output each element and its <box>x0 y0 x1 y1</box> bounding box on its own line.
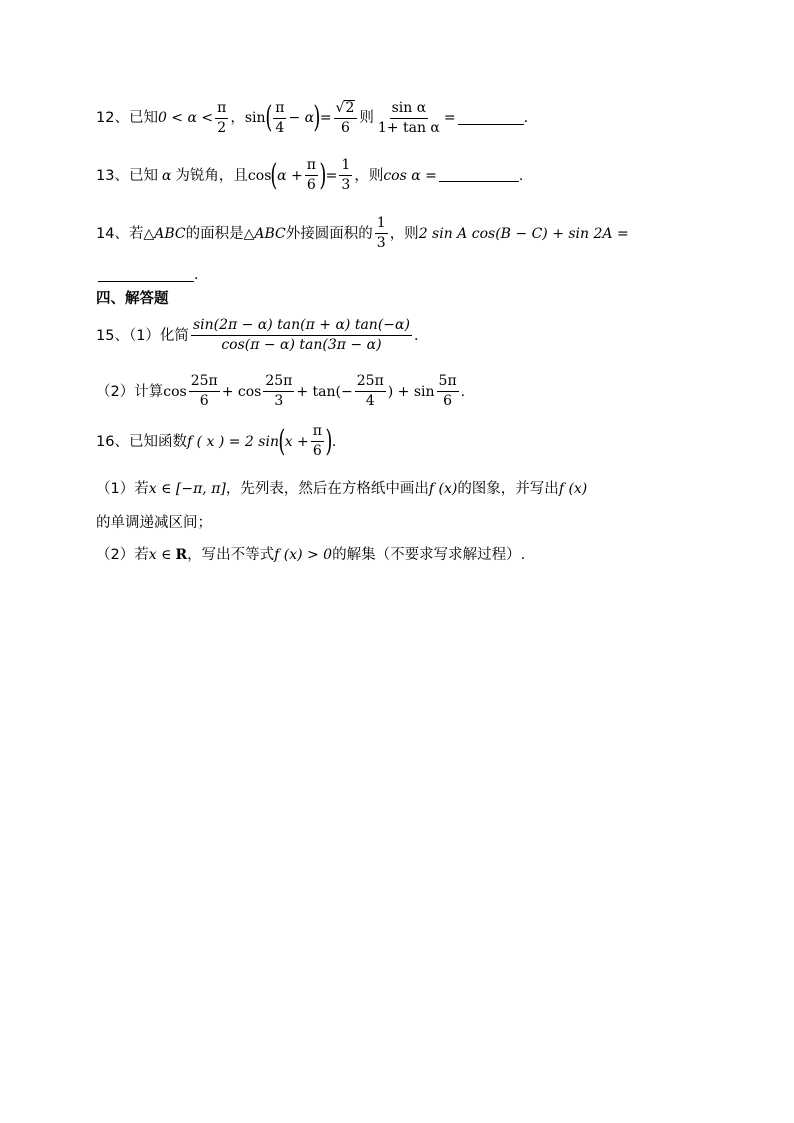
q14-prefix: 14、若 <box>96 225 144 242</box>
q12-frac-pi-4: $\frac{\pi}{4}$ <box>275 99 285 136</box>
q13-answer-blank[interactable] <box>439 169 519 182</box>
section-title: 四、解答题 <box>96 291 169 307</box>
question-16-part-1-cont: 的单调递减区间； <box>96 515 212 531</box>
question-14: 14、若 △ ABC 的面积是 △ ABC 外接圆面积的 $\frac{1}{3}$ ，则 2 sin A cos(B − C) + sin 2A = <box>96 215 629 252</box>
q15-prefix: 15、（1）化简 <box>96 327 189 344</box>
question-12: 12、已知 0 < α < $\frac{\pi}{2}$ ， sin ( $\frac{\pi}{4}$ − α ) = √ 2 6 则 $\frac{\text{sin α}}{\text{1+ tan α}}$ = . <box>96 99 529 137</box>
q12-sin: sin <box>244 110 266 127</box>
q16-prefix: 16、已知函数 <box>96 433 187 450</box>
q12-prefix: 12、已知 <box>96 110 158 127</box>
question-16: 16、已知函数 f ( x ) = 2 sin ( x + $\frac{\pi}{6}$ ) . <box>96 423 337 460</box>
q12-frac-sin-tan: $\frac{\text{sin α}}{\text{1+ tan α}}$ <box>377 99 440 136</box>
q14-frac-1-3: $\frac{1}{3}$ <box>376 215 386 252</box>
question-16-part-2: （2）若 x ∈ R ，写出不等式 f (x) > 0 的解集（不要求写求解过程）. <box>96 547 526 564</box>
q15-simplify-fraction: $\frac{\sin(2\pi - \alpha) \tan(\pi + \alpha) \tan(-\alpha)}{\cos(\pi - \alpha) \tan(3\pi - \alpha)}$ <box>192 317 410 354</box>
q14-answer-blank[interactable] <box>98 269 194 282</box>
q12-answer-blank[interactable] <box>458 112 524 125</box>
question-13: 13、已知 α 为锐角，且 cos ( α + $\frac{\pi}{6}$ ) = $\frac{1}{3}$ ，则 cos α = . <box>96 157 524 194</box>
question-15: 15、（1）化简 $\frac{\sin(2\pi - \alpha) \tan(\pi + \alpha) \tan(-\alpha)}{\cos(\pi - \alpha) \tan(3\pi - \alpha)}$ . <box>96 317 419 354</box>
question-14-blank-line: . <box>96 268 198 282</box>
q13-frac-pi-6: $\frac{\pi}{6}$ <box>306 157 316 194</box>
question-15-part-2: （2）计算 cos $\frac{25\pi}{6}$ + cos $\frac{25\pi}{3}$ + tan(− $\frac{25\pi}{4}$ ) + sin $\frac{5\pi}{6}$ . <box>96 373 466 410</box>
q12-condition: 0 < α < <box>157 110 214 127</box>
q12-frac-pi-2: $\frac{\pi}{2}$ <box>217 99 227 136</box>
question-16-part-1: （1）若 x ∈ [−π, π] ，先列表，然后在方格纸中画出 f (x) 的图象，并写出 f (x) <box>96 481 588 498</box>
q12-frac-sqrt2-6: √ 2 6 <box>334 100 358 137</box>
q13-frac-1-3: $\frac{1}{3}$ <box>341 157 351 194</box>
q13-prefix: 13、已知 <box>96 167 158 184</box>
